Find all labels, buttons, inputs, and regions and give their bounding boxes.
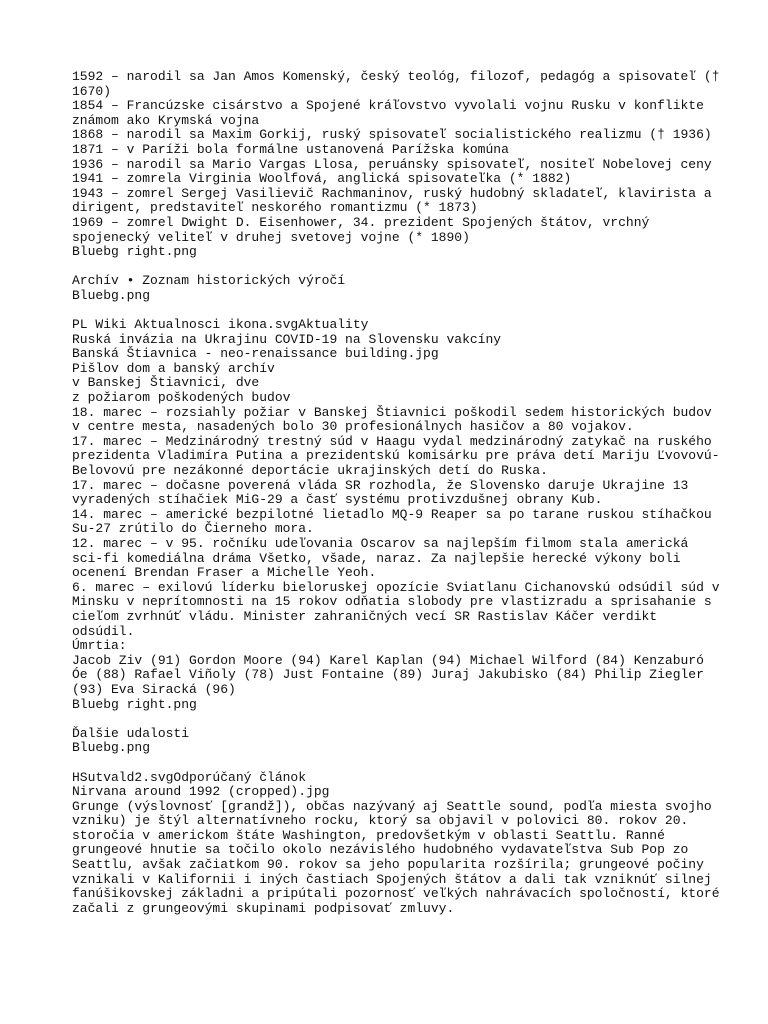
document-page	[72, 69, 720, 916]
text-line: 18. marec – rozsiahly požiar v Banskej Štiavnici poškodil sedem historických budov	[72, 404, 712, 420]
text-line: vznikali v Kalifornii i iných častiach Spojených štátov a dali tak vzniknúť silnej	[72, 871, 712, 887]
text-line: Bluebg.png	[72, 287, 151, 303]
text-line: začali z grungeovými skupinami podpisovať zmluvy.	[72, 900, 455, 916]
text-line: Úmrtia:	[72, 638, 127, 654]
text-line: 1854 – Francúzske cisárstvo a Spojené kráľovstvo vyvolali vojnu Rusku v konflikte	[72, 98, 704, 114]
text-line: 1936 – narodil sa Mario Vargas Llosa, peruánsky spisovateľ, nositeľ Nobelovej ceny	[72, 156, 712, 172]
text-line: PL Wiki Aktualnosci ikona.svgAktuality	[72, 317, 369, 333]
text-line: Bluebg right.png	[72, 244, 197, 260]
section-archive	[72, 274, 708, 303]
text-line: 17. marec – Medzinárodný trestný súd v Haagu vydal medzinárodný zatykač na ruského	[72, 433, 712, 449]
text-line: spojenecký veliteľ v druhej svetovej vojne (* 1890)	[72, 229, 470, 245]
paragraph-gap	[72, 756, 708, 771]
text-line: Grunge (výslovnosť [grandž]), občas nazývaný aj Seattle sound, podľa miesta svojho	[72, 798, 712, 814]
text-line: 1592 – narodil sa Jan Amos Komenský, český teológ, filozof, pedagóg a spisovateľ (†	[72, 69, 720, 84]
text-line: Su-27 zrútilo do Čierneho mora.	[72, 521, 314, 537]
text-line: Archív • Zoznam historických výročí	[72, 273, 346, 289]
section-more-events	[72, 727, 708, 756]
text-line: 1871 – v Paríži bola formálne ustanovená Parížska komúna	[72, 141, 509, 157]
text-line: 6. marec – exilovú líderku bieloruskej opozície Sviatlanu Cichanovskú odsúdil súd v	[72, 579, 720, 595]
text-line: 14. marec – americké bezpilotné lietadlo MQ-9 Reaper sa po tarane ruskou stíhačkou	[72, 506, 712, 522]
text-line: 1969 – zomrel Dwight D. Eisenhower, 34. prezident Spojených štátov, vrchný	[72, 214, 650, 230]
text-line: Nirvana around 1992 (cropped).jpg	[72, 784, 330, 800]
text-line: fanúšikovskej základni a pripútali pozornosť veľkých nahrávacích spoločností, ktoré	[72, 886, 720, 902]
text-line: cieľom zvrhnúť vládu. Minister zahraničných vecí SR Rastislav Káčer verdikt	[72, 608, 658, 624]
text-line: Bluebg right.png	[72, 696, 197, 712]
text-line: vzniku) je štýl alternatívneho rocku, ktorý sa objavil v polovici 80. rokov 20.	[72, 813, 689, 829]
section-anniversaries	[72, 69, 720, 260]
section-featured-article	[72, 769, 720, 917]
paragraph-gap	[72, 260, 708, 275]
text-line: Belovovú pre nezákonné deportácie ukrajinských detí do Ruska.	[72, 463, 548, 479]
text-line: v Banskej Štiavnici, dve	[72, 375, 260, 391]
text-line: Ruská invázia na Ukrajinu COVID-19 na Slovensku vakcíny	[72, 331, 502, 347]
text-line: HSutvald2.svgOdporúčaný článok	[72, 769, 307, 785]
text-line: Banská Štiavnica - neo-renaissance building.jpg	[72, 346, 439, 362]
text-line: 1868 – narodil sa Maxim Gorkij, ruský spisovateľ socialistického realizmu († 1936)	[72, 127, 712, 143]
text-line: Óe (88) Rafael Viñoly (78) Just Fontaine (89) Juraj Jakubisko (84) Philip Ziegler	[72, 667, 704, 683]
text-line: Minsku v neprítomnosti na 15 rokov odňatia slobody pre vlastizradu a sprisahanie s	[72, 594, 712, 610]
text-line: v centre mesta, nasadených bolo 30 profesionálnych hasičov a 80 vojakov.	[72, 419, 634, 435]
text-line: prezidenta Vladimíra Putina a prezidentskú komisárku pre práva detí Mariju Ľvovovú-	[72, 448, 720, 464]
text-line: Jacob Ziv (91) Gordon Moore (94) Karel Kaplan (94) Michael Wilford (84) Kenzaburó	[72, 652, 704, 668]
text-line: Ďalšie udalosti	[72, 725, 190, 741]
text-line: 1941 – zomrela Virginia Woolfová, anglická spisovateľka (* 1882)	[72, 171, 572, 187]
text-line: storočia v americkom štáte Washington, predovšetkým v oblasti Seattlu. Ranné	[72, 827, 665, 843]
text-line: z požiarom poškodených budov	[72, 390, 291, 406]
text-line: odsúdil.	[72, 623, 135, 639]
text-line: Bluebg.png	[72, 740, 151, 756]
text-line: vyradených stíhačiek MiG-29 a časť systému protivzdušnej obrany Kub.	[72, 492, 603, 508]
text-line: (93) Eva Siracká (96)	[72, 681, 236, 697]
text-line: Pišlov dom a banský archív	[72, 360, 275, 376]
paragraph-gap	[72, 712, 708, 727]
text-line: 17. marec – dočasne poverená vláda SR rozhodla, že Slovensko daruje Ukrajine 13	[72, 477, 689, 493]
text-line: dirigent, predstaviteľ neskorého romantizmu (* 1873)	[72, 200, 478, 216]
text-line: Seattlu, avšak začiatkom 90. rokov sa jeho popularita rozšírila; grungeové počiny	[72, 857, 704, 873]
text-line: 1943 – zomrel Sergej Vasilievič Rachmaninov, ruský hudobný skladateľ, klavirista a	[72, 185, 712, 201]
section-news	[72, 317, 720, 712]
text-line: 1670)	[72, 83, 112, 99]
text-line: sci-fi komediálna dráma Všetko, všade, naraz. Za najlepšie herecké výkony boli	[72, 550, 681, 566]
text-line: grungeové hnutie sa točilo okolo nezávislého hudobného vydavateľstva Sub Pop zo	[72, 842, 689, 858]
text-line: ocenení Brendan Fraser a Michelle Yeoh.	[72, 565, 377, 581]
text-line: známom ako Krymská vojna	[72, 112, 260, 128]
text-line: 12. marec – v 95. ročníku udeľovania Oscarov sa najlepším filmom stala americká	[72, 536, 689, 551]
paragraph-gap	[72, 304, 708, 319]
